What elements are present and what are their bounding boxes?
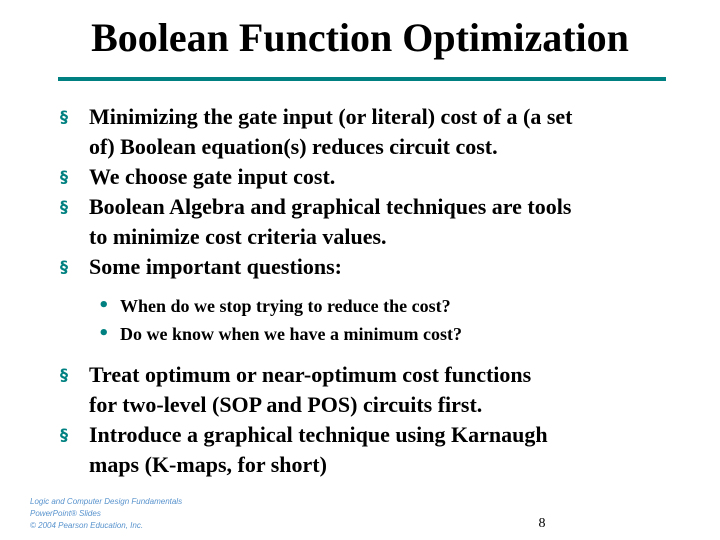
sub-bullet-text: Do we know when we have a minimum cost? xyxy=(120,324,462,344)
footer-book-title: Logic and Computer Design Fundamentals xyxy=(30,497,183,506)
section-marker-icon: § xyxy=(60,257,68,276)
slide-title: Boolean Function Optimization xyxy=(91,15,629,60)
section-marker-icon: § xyxy=(60,365,68,384)
bullet-item xyxy=(0,162,720,192)
page-number: 8 xyxy=(538,516,546,531)
bullet-list xyxy=(0,102,720,480)
bullet-item xyxy=(0,192,720,252)
bullet-text: to minimize cost criteria values. xyxy=(89,224,387,249)
title-divider xyxy=(58,77,666,81)
copyright-footer xyxy=(30,496,182,532)
bullet-text: We choose gate input cost. xyxy=(89,164,336,189)
section-marker-icon: § xyxy=(60,167,68,186)
bullet-item xyxy=(0,102,720,162)
sub-bullet-list xyxy=(0,292,720,348)
sub-bullet-text: When do we stop trying to reduce the cost? xyxy=(120,296,451,316)
bullet-text: Boolean Algebra and graphical techniques are tools xyxy=(89,194,572,219)
dot-bullet-icon: • xyxy=(98,295,110,316)
bullet-item xyxy=(0,252,720,282)
footer-slides-label: PowerPoint® Slides xyxy=(30,509,101,518)
sub-bullet-group xyxy=(0,282,720,360)
dot-bullet-icon: • xyxy=(98,323,110,344)
bullet-text: for two-level (SOP and POS) circuits first. xyxy=(89,392,483,417)
bullet-text: Introduce a graphical technique using Karnaugh xyxy=(89,422,548,447)
sub-bullet-item xyxy=(0,320,720,348)
section-marker-icon: § xyxy=(60,197,68,216)
bullet-text: maps (K-maps, for short) xyxy=(89,452,327,477)
bullet-text: of) Boolean equation(s) reduces circuit cost. xyxy=(89,134,498,159)
section-marker-icon: § xyxy=(60,107,68,126)
sub-bullet-item xyxy=(0,292,720,320)
bullet-text: Minimizing the gate input (or literal) cost of a (a set xyxy=(89,104,573,129)
bullet-text: Some important questions: xyxy=(89,254,343,279)
bullet-item xyxy=(0,420,720,480)
footer-copyright: © 2004 Pearson Education, Inc. xyxy=(30,521,144,530)
bullet-text: Treat optimum or near-optimum cost functions xyxy=(89,362,532,387)
section-marker-icon: § xyxy=(60,425,68,444)
bullet-item xyxy=(0,360,720,420)
